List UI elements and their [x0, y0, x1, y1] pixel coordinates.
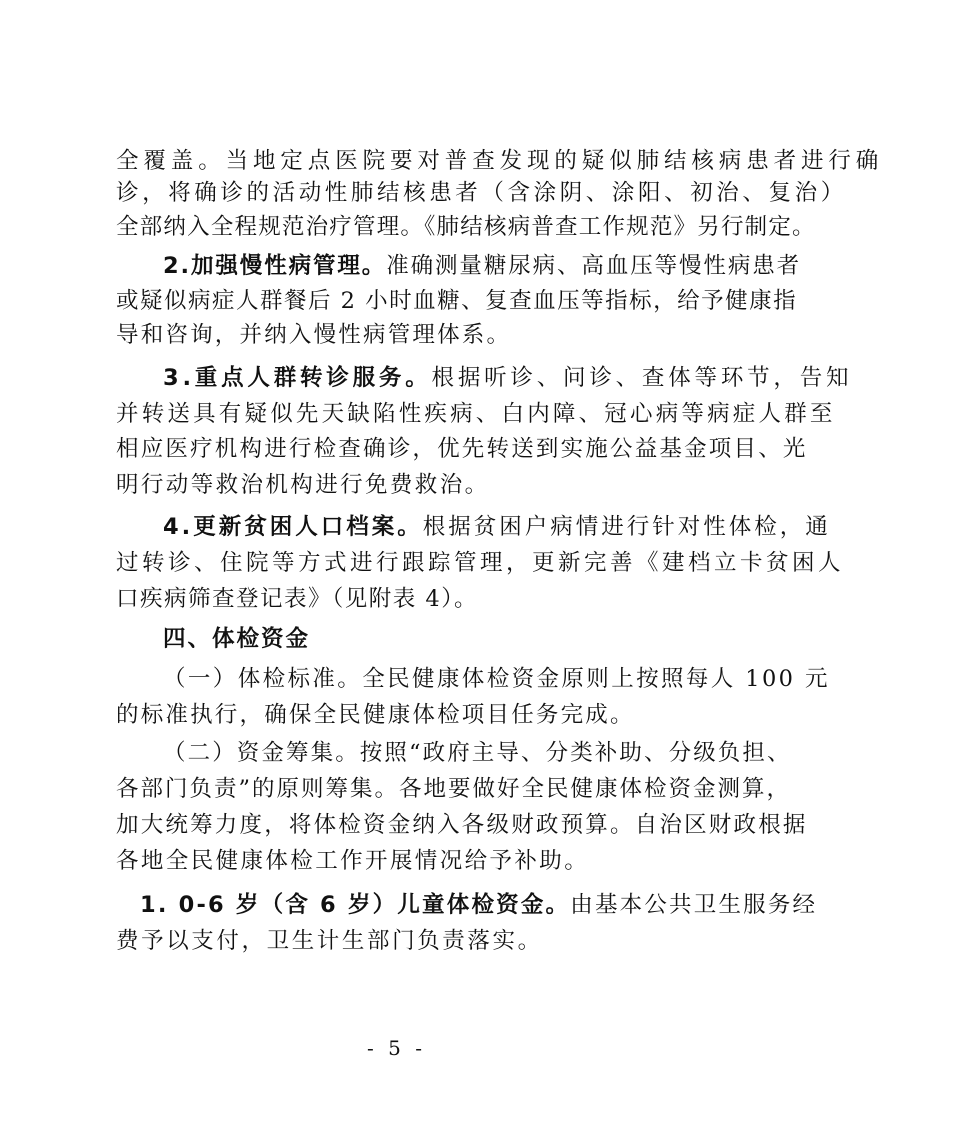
body-line: （二）资金筹集。按照“政府主导、分类补助、分级负担、 — [163, 740, 792, 766]
subitem-1-line: 1. 0-6 岁（含 6 岁）儿童体检资金。由基本公共卫生服务经 — [140, 892, 818, 918]
body-line: 各部门负责”的原则筹集。各地要做好全民健康体检资金测算， — [116, 776, 792, 802]
item-2-line: 2.加强慢性病管理。准确测量糖尿病、高血压等慢性病患者 — [163, 253, 802, 279]
body-line: 导和咨询，并纳入慢性病管理体系。 — [116, 322, 512, 348]
body-line: 或疑似病症人群餐后 2 小时血糖、复查血压等指标，给予健康指 — [116, 288, 798, 314]
body-line: 费予以支付，卫生计生部门负责落实。 — [116, 928, 543, 954]
body-line: 全部纳入全程规范治疗管理。《肺结核病普查工作规范》另行制定。 — [116, 214, 816, 240]
body-line: （一）体检标准。全民健康体检资金原则上按照每人 100 元 — [163, 666, 830, 692]
item-4-line: 4.更新贫困人口档案。根据贫困户病情进行针对性体检，通 — [163, 514, 831, 540]
body-line: 加大统筹力度，将体检资金纳入各级财政预算。自治区财政根据 — [116, 812, 808, 838]
item-4-heading: 4.更新贫困人口档案。 — [163, 514, 423, 540]
item-3-line: 3.重点人群转诊服务。根据听诊、问诊、查体等环节，告知 — [163, 365, 853, 391]
subitem-1-heading: 1. 0-6 岁（含 6 岁）儿童体检资金。 — [140, 892, 571, 918]
body-line: 并转送具有疑似先天缺陷性疾病、白内障、冠心病等病症人群至 — [116, 401, 836, 427]
body-line: 的标准执行，确保全民健康体检项目任务完成。 — [116, 702, 635, 728]
body-line: 口疾病筛查登记表》（见附表 4）。 — [116, 586, 478, 612]
page-number: - 5 - — [367, 1036, 426, 1060]
body-line: 全覆盖。当地定点医院要对普查发现的疑似肺结核病患者进行确 — [116, 148, 884, 174]
body-line: 相应医疗机构进行检查确诊，优先转送到实施公益基金项目、光 — [116, 436, 808, 462]
body-line: 过转诊、住院等方式进行跟踪管理，更新完善《建档立卡贫困人 — [116, 550, 845, 576]
item-2-heading: 2.加强慢性病管理。 — [163, 253, 387, 279]
item-3-heading: 3.重点人群转诊服务。 — [163, 365, 432, 391]
body-line: 诊，将确诊的活动性肺结核患者（含涂阴、涂阳、初治、复治） — [116, 180, 847, 206]
section-heading: 四、体检资金 — [163, 626, 311, 652]
body-line: 明行动等救治机构进行免费救治。 — [116, 472, 490, 498]
body-line: 各地全民健康体检工作开展情况给予补助。 — [116, 848, 590, 874]
